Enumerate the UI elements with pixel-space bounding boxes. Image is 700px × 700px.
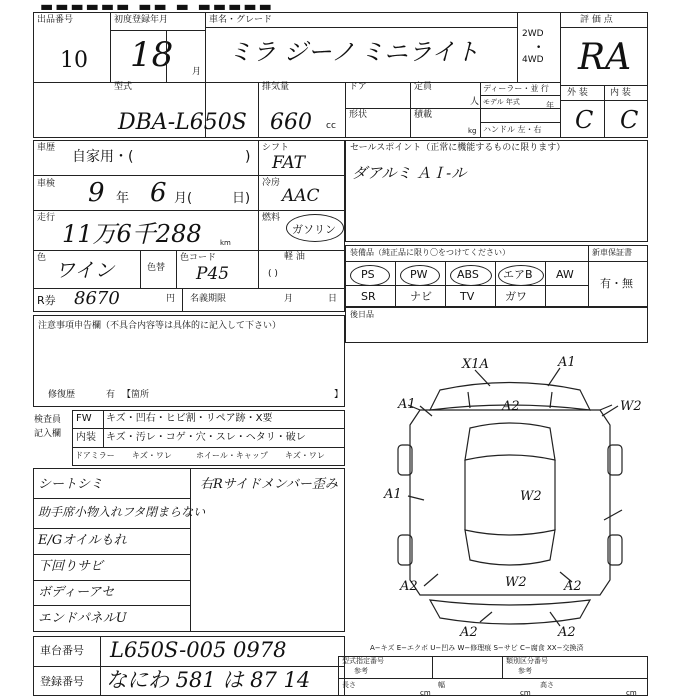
note-5: ボディーアセ bbox=[38, 585, 115, 600]
score-label: 評 価 点 bbox=[580, 15, 613, 25]
note-6: エンドパネルU bbox=[38, 611, 127, 626]
mark-5: W2 bbox=[620, 399, 642, 414]
equip-aw: AW bbox=[556, 268, 574, 281]
check-row3-a: ドアミラー bbox=[75, 451, 115, 460]
recycle-value: 8670 bbox=[74, 288, 120, 309]
height-label: 高さ bbox=[540, 681, 554, 689]
mark-2: A1 bbox=[558, 355, 576, 370]
score: RA bbox=[578, 37, 632, 78]
dims-label: 型式指定番号 bbox=[342, 657, 384, 665]
height-cm: cm bbox=[626, 689, 637, 697]
chassis-value: L650S-005 0978 bbox=[110, 638, 287, 662]
type-value: DBA-L650S bbox=[118, 110, 247, 135]
check-label-2: 記入欄 bbox=[34, 429, 62, 439]
sales-point-frame bbox=[345, 140, 648, 242]
inspection-year: 9 bbox=[88, 178, 105, 208]
plate-value: なにわ 581 は 87 14 bbox=[106, 668, 311, 692]
width-cm: cm bbox=[520, 689, 531, 697]
length-label: 長さ bbox=[342, 681, 356, 689]
ac-label: 冷房 bbox=[262, 178, 281, 188]
sheet-title-fragment: ▬▬▬▬▬▬ ▬▬ ▬ ▬▬▬▬▬ bbox=[40, 0, 274, 15]
inspection-day-close: 日) bbox=[232, 191, 251, 206]
handwritten-notes-frame bbox=[33, 468, 345, 632]
load-label: 積載 bbox=[414, 110, 433, 120]
later-items-frame bbox=[345, 307, 648, 343]
color-change-label: 色替 bbox=[147, 263, 166, 273]
type-label: 型式 bbox=[114, 82, 133, 92]
shape-label: 形状 bbox=[349, 110, 368, 120]
ref-1: 参考 bbox=[354, 667, 368, 675]
cc-unit: cc bbox=[326, 121, 336, 131]
recycle-label: R券 bbox=[37, 294, 56, 307]
color-code-value: P45 bbox=[196, 264, 230, 284]
handle-label: ハンドル 左・右 bbox=[483, 125, 542, 134]
color-code-label: 色コード bbox=[180, 253, 217, 263]
exterior-label: 外 装 bbox=[567, 88, 588, 98]
drive-2wd: 2WD bbox=[522, 29, 544, 39]
sales-point-value: ダアルミ ＡＩ-ル bbox=[352, 164, 467, 182]
recycle-yen: 円 bbox=[166, 294, 176, 304]
fuel-label: 燃料 bbox=[262, 213, 281, 223]
mark-9: A2 bbox=[400, 579, 418, 594]
drive-4wd: 4WD bbox=[522, 55, 544, 65]
note-2: 助手席小物入れフタ閉まらない bbox=[38, 505, 206, 519]
ref-2: 参考 bbox=[518, 667, 532, 675]
warranty-label: 新車保証書 bbox=[592, 248, 632, 257]
check-row2-head: 内装 bbox=[76, 432, 96, 443]
inspection-month: 6 bbox=[150, 178, 167, 208]
damage-legend: A−キズ E−エクボ U−凹み W−修理痕 S−サビ C−腐食 XX−交換済 bbox=[370, 644, 584, 652]
displacement-value: 660 bbox=[270, 110, 312, 135]
model-name: ミラ ジーノ bbox=[228, 38, 356, 66]
diesel-paren: ( ) bbox=[268, 269, 278, 279]
usage-value: 自家用・( bbox=[72, 149, 134, 165]
mileage-unit: km bbox=[220, 239, 231, 247]
grade: ミニライト bbox=[360, 38, 480, 66]
lot-no: 10 bbox=[60, 48, 88, 73]
equip-airbag: エアB bbox=[503, 268, 533, 281]
capacity-unit: 人 bbox=[470, 97, 480, 107]
width-label: 幅 bbox=[438, 681, 445, 689]
equip-navi: ナビ bbox=[410, 290, 432, 303]
mileage-label: 走行 bbox=[37, 213, 56, 223]
shift-label: シフト bbox=[262, 143, 290, 153]
month-suffix: 月 bbox=[192, 67, 202, 77]
note-4: 下回りサビ bbox=[38, 559, 104, 574]
mark-3: A1 bbox=[398, 397, 416, 412]
displacement-label: 排気量 bbox=[262, 82, 290, 92]
class-label: 類別区分番号 bbox=[506, 657, 548, 665]
equip-abs: ABS bbox=[457, 268, 479, 281]
check-row2-items: キズ・汚レ・コゲ・穴・スレ・ヘタリ・破レ bbox=[106, 432, 306, 443]
door-label: ドア bbox=[349, 82, 367, 92]
equip-pw: PW bbox=[410, 268, 428, 281]
interior-grade: C bbox=[620, 106, 639, 134]
inspection-label: 車検 bbox=[37, 179, 56, 189]
mileage-value: 11万6千288 bbox=[62, 220, 202, 248]
warranty-value: 有・無 bbox=[600, 277, 633, 290]
mark-1: X1A bbox=[462, 357, 489, 372]
lot-no-label: 出品番号 bbox=[37, 15, 74, 25]
mark-4: A2 bbox=[502, 399, 520, 414]
note-7: 右Rサイドメンバー歪み bbox=[200, 477, 338, 492]
sales-point-label: セールスポイント（正常に機能するものに限ります） bbox=[350, 143, 566, 153]
chassis-label: 車台番号 bbox=[40, 644, 84, 657]
inspection-month-unit: 月( bbox=[174, 191, 193, 206]
check-row1-head: FW bbox=[76, 413, 92, 424]
repair-close: 】 bbox=[334, 390, 344, 400]
check-label-1: 検査員 bbox=[34, 415, 62, 425]
first-reg-label: 初度登録年月 bbox=[114, 15, 169, 25]
load-unit: kg bbox=[468, 127, 477, 135]
exterior-grade: C bbox=[575, 106, 594, 134]
ac-value: AAC bbox=[282, 186, 320, 206]
model-name-label: 車名・グレード bbox=[209, 15, 273, 25]
model-year-label: モデル 年式 bbox=[483, 98, 520, 106]
color-value: ワイン bbox=[55, 258, 115, 282]
check-row3-d: キズ・ワレ bbox=[285, 451, 325, 460]
dealer-label: ディーラー・並 行 bbox=[483, 84, 549, 93]
tax-day-unit: 日 bbox=[328, 294, 338, 304]
length-cm: cm bbox=[420, 689, 431, 697]
interior-label: 内 装 bbox=[610, 88, 631, 98]
check-row3-b: キズ・ワレ bbox=[132, 451, 172, 460]
fuel-value: ガソリン bbox=[292, 223, 336, 236]
diesel-label: 軽 油 bbox=[284, 252, 305, 262]
notes-label: 注意事項申告欄（不具合内容等は具体的に記入して下さい） bbox=[38, 321, 282, 331]
usage-label: 車歴 bbox=[37, 143, 56, 153]
later-items-label: 後日品 bbox=[350, 310, 374, 319]
auction-sheet: ▬▬▬▬▬▬ ▬▬ ▬ ▬▬▬▬▬ 出品番号 10 初度登録年月 18 月 車名・グレード ミラ ジーノ ミニライト 2WD • 4WD 評 価 点 RA 外 装 内 装 C C 型式 DBA-L650S 排気量 660 cc ドア 定員 人 形状 積載 kg ディーラー・並 行 モデル 年式 年 ハンドル 左・右 車歴 自家用・( ) シフト FAT 車検 9 年 6 月( 日) 冷房 AAC 走行 11万6千288 km 燃料 ガソリン 軽 油 ( ) 色 ワイン 色替 色コード P45 R券 8670 円 名義期限 月 日 セールスポイント（正常に機能するものに限ります） ダアルミ ＡＩ-ル 装備品（純正品に限り〇をつけてください） 新車保証書 有・無 PS PW ABS エアB AW SR ナビ TV ガワ 後日品 注意事項申告欄（不具合内容等は具体的に記入して下さい） 修復歴 有 【箇所 】 検査員 記入欄 FW キズ・凹右・ヒビ割・リペア跡・X要 内装 キズ・汚レ・コゲ・穴・スレ・ヘタリ・破レ ドアミラー キズ・ワレ ホイール・キャップ キズ・ワレ シートシミ 助手席小物入れフタ閉まらない E/Gオイルもれ 下回りサビ ボディーアセ エンドパネルU 右Rサイドメンバー歪み X1A A1 A1 A2 W2 A1 W2 W2 A2 A2 A2 A2 A−キズ E−エクボ U−凹み W−修理痕 S−サビ C−腐食 XX−交換済 車台番号 L650S-005 0978 登録番号 なにわ 581 は 87 14 型式指定番号 参考 類別区分番号 参考 長さ cm 幅 cm 高さ cm bbox=[0, 0, 700, 700]
plate-label: 登録番号 bbox=[40, 675, 84, 688]
equip-ps: PS bbox=[361, 268, 375, 281]
equipment-label: 装備品（純正品に限り〇をつけてください） bbox=[350, 248, 510, 257]
equip-gawa: ガワ bbox=[505, 290, 527, 303]
car-damage-diagram bbox=[380, 350, 650, 640]
usage-close: ) bbox=[245, 149, 251, 165]
shift-value: FAT bbox=[272, 153, 306, 173]
note-1: シートシミ bbox=[38, 477, 104, 492]
equip-tv: TV bbox=[460, 290, 475, 303]
repair-label: 修復歴 bbox=[48, 390, 76, 400]
mark-12: A2 bbox=[558, 625, 576, 640]
tax-month-unit: 月 bbox=[284, 294, 294, 304]
mark-10: A2 bbox=[564, 579, 582, 594]
mark-6: A1 bbox=[384, 487, 402, 502]
year-unit: 年 bbox=[546, 101, 554, 110]
mark-11: A2 bbox=[460, 625, 478, 640]
inspection-year-unit: 年 bbox=[116, 191, 130, 206]
note-3: E/Gオイルもれ bbox=[38, 533, 127, 548]
color-label: 色 bbox=[37, 253, 47, 263]
mark-8: W2 bbox=[505, 575, 527, 590]
mark-7: W2 bbox=[520, 489, 542, 504]
tax-label: 名義期限 bbox=[190, 294, 227, 304]
check-row1-items: キズ・凹右・ヒビ割・リペア跡・X要 bbox=[106, 413, 273, 424]
equip-sr: SR bbox=[361, 290, 376, 303]
repair-place: 【箇所 bbox=[122, 390, 150, 400]
capacity-label: 定員 bbox=[414, 82, 433, 92]
first-reg-year: 18 bbox=[130, 35, 174, 75]
check-row3-c: ホイール・キャップ bbox=[196, 451, 268, 460]
repair-value: 有 bbox=[106, 390, 116, 400]
spec-number-frame bbox=[338, 656, 648, 696]
